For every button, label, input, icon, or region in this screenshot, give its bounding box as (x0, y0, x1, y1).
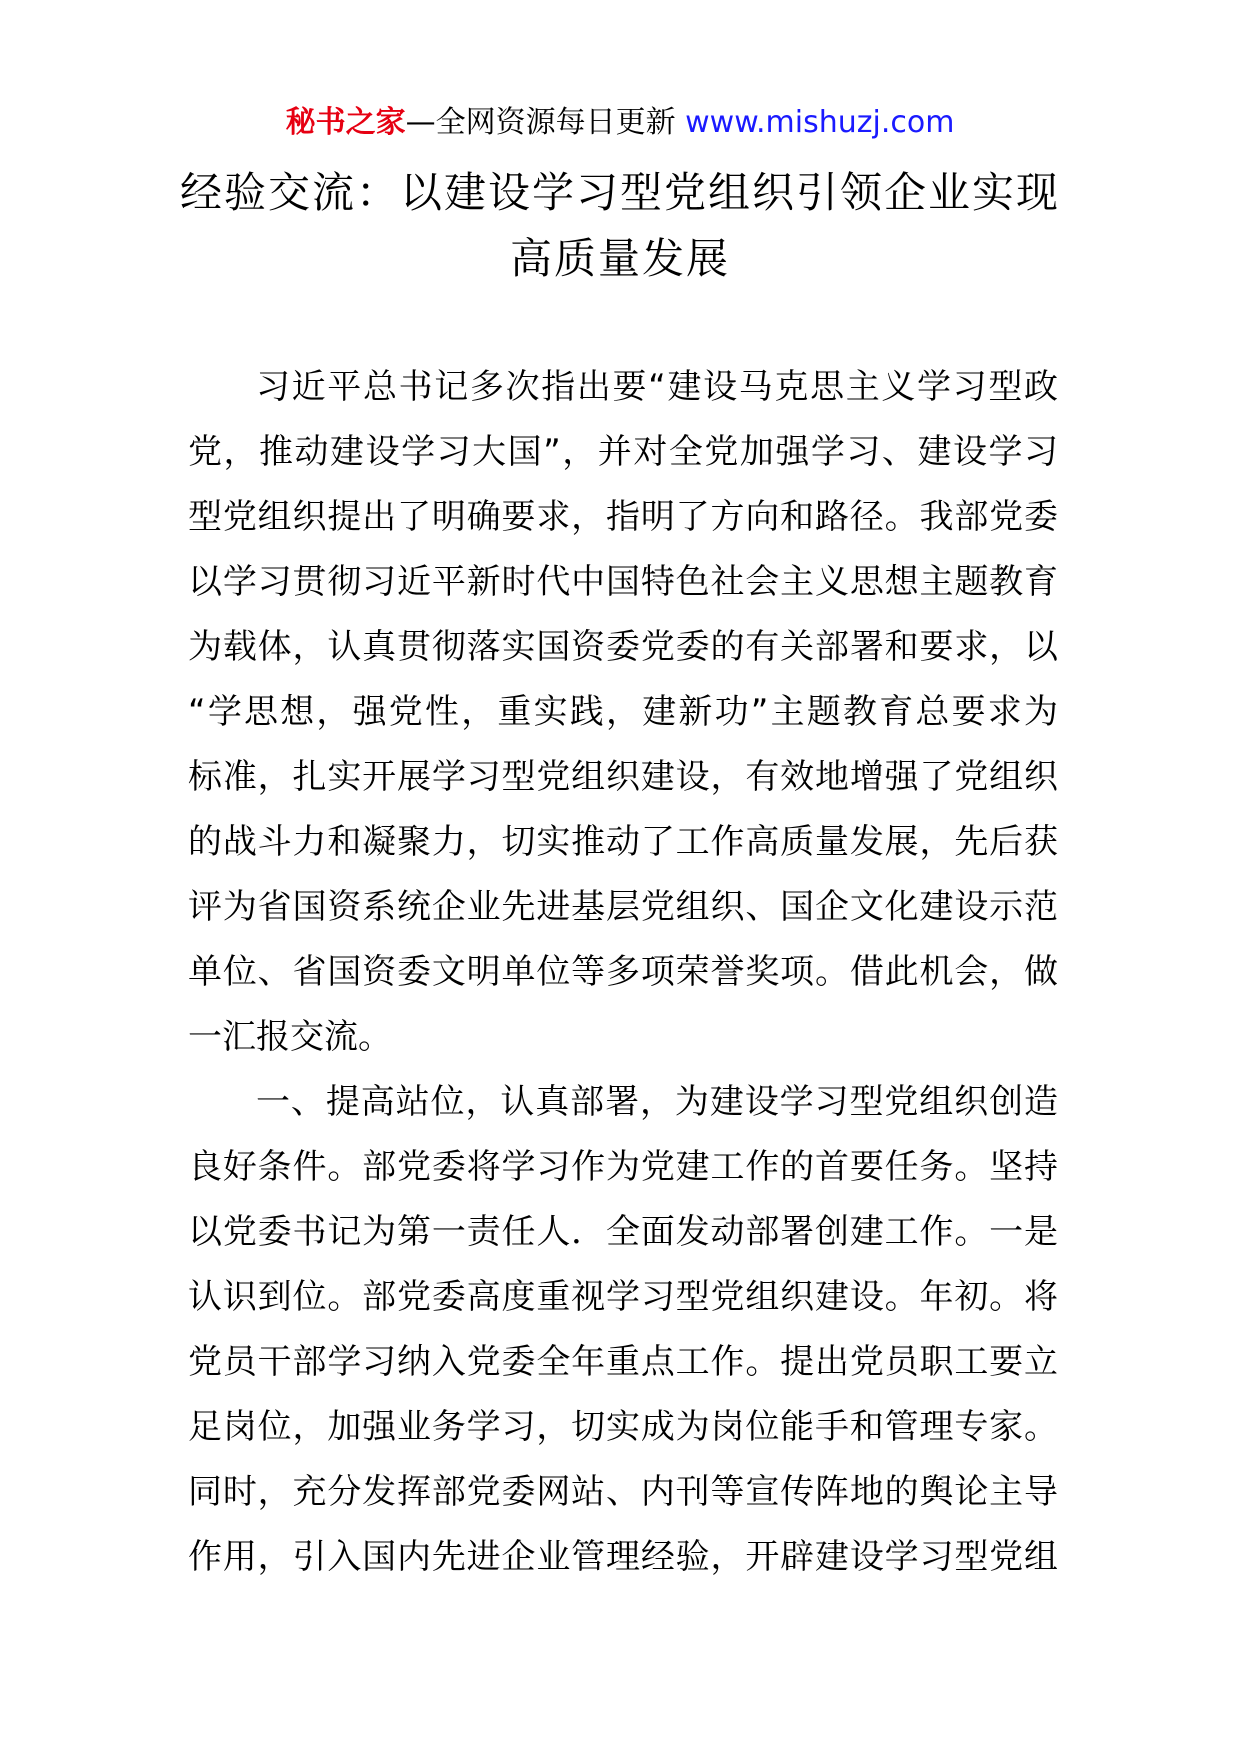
paragraph-1-line: 一汇报交流。 (188, 1017, 392, 1057)
site-header (0, 100, 1240, 146)
paragraph-1-line: 单位、省国资委文明单位等多项荣誉奖项。借此机会，做 (188, 952, 1058, 992)
site-slogan: —全网资源每日更新 (405, 105, 686, 140)
paragraph-2-line: 一、提高站位，认真部署，为建设学习型党组织创造 (256, 1082, 1058, 1122)
paragraph-2-line: 党员干部学习纳入党委全年重点工作。提出党员职工要立 (188, 1342, 1058, 1382)
paragraph-1-line: “学思想，强党性，重实践，建新功”主题教育总要求为 (188, 692, 1058, 732)
document-body (188, 355, 1058, 1590)
paragraph-2-line: 足岗位，加强业务学习，切实成为岗位能手和管理专家。 (188, 1407, 1058, 1447)
paragraph-2-line: 同时，充分发挥部党委网站、内刊等宣传阵地的舆论主导 (188, 1472, 1058, 1512)
paragraph-1-line: 党，推动建设学习大国”，并对全党加强学习、建设学习 (188, 432, 1058, 472)
site-url[interactable]: www.mishuzj.com (685, 105, 955, 140)
paragraph-1-line: 以学习贯彻习近平新时代中国特色社会主义思想主题教育 (188, 562, 1058, 602)
paragraph-2-line: 认识到位。部党委高度重视学习型党组织建设。年初。将 (188, 1277, 1058, 1317)
paragraph-2-line: 以党委书记为第一责任人．全面发动部署创建工作。一是 (188, 1212, 1058, 1252)
paragraph-1-line: 习近平总书记多次指出要“建设马克思主义学习型政 (256, 367, 1058, 407)
paragraph-1-line: 型党组织提出了明确要求，指明了方向和路径。我部党委 (188, 497, 1058, 537)
paragraph-2-line: 良好条件。部党委将学习作为党建工作的首要任务。坚持 (188, 1147, 1058, 1187)
paragraph-2-line: 作用，引入国内先进企业管理经验，开辟建设学习型党组 (188, 1537, 1058, 1577)
paragraph-1-line: 评为省国资系统企业先进基层党组织、国企文化建设示范 (188, 887, 1058, 927)
site-brand: 秘书之家 (285, 105, 406, 140)
title-line-1: 经验交流：以建设学习型党组织引领企业实现 (179, 168, 1060, 217)
paragraph-1-line: 为载体，认真贯彻落实国资委党委的有关部署和要求，以 (188, 627, 1058, 667)
title-line-2: 高质量发展 (509, 234, 730, 283)
paragraph-1-line: 的战斗力和凝聚力，切实推动了工作高质量发展，先后获 (188, 822, 1058, 862)
paragraph-1-line: 标准，扎实开展学习型党组织建设，有效地增强了党组织 (188, 757, 1058, 797)
document-title (150, 160, 1090, 292)
